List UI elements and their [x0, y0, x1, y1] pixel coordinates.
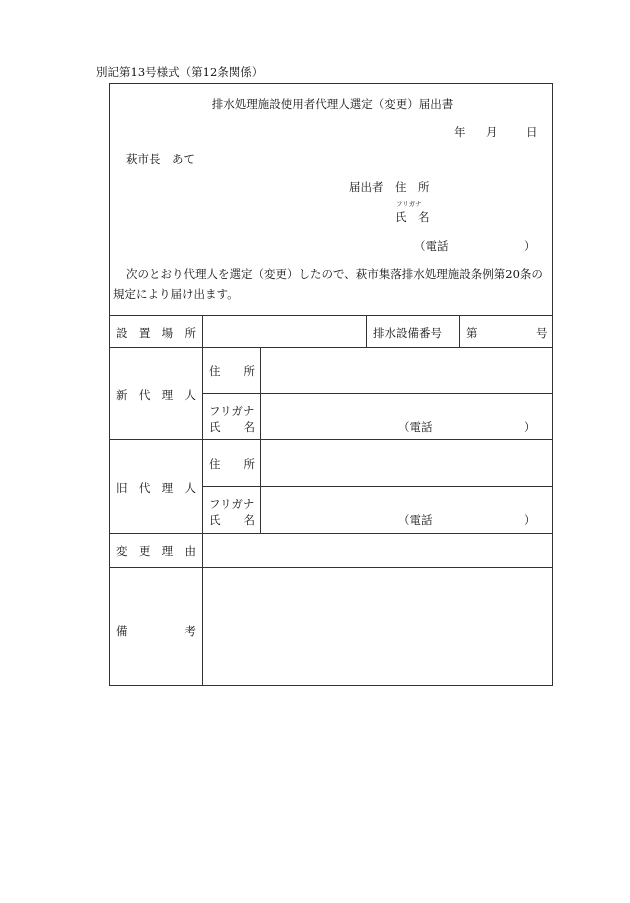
new-agent-furigana-label: フリガナ [209, 404, 255, 418]
label-char: 場 [161, 326, 174, 340]
label-char: 名 [243, 513, 255, 527]
label-char: 名 [243, 420, 255, 434]
label-char: 考 [184, 624, 196, 638]
applicant-address-label: 住 所 [395, 180, 430, 194]
old-agent-label [116, 480, 196, 496]
remarks-label [116, 623, 196, 639]
frame-left [109, 83, 110, 686]
label-char: 所 [243, 364, 255, 378]
label-char: 理 [161, 544, 174, 558]
location-field[interactable] [203, 316, 365, 346]
date-day: 日 [526, 125, 538, 139]
label-char: 置 [138, 326, 151, 340]
applicant-name-label: 氏 名 [395, 210, 430, 224]
frame-top [109, 83, 553, 84]
form-number: 別記第13号様式（第12条関係） [96, 65, 264, 79]
label-char: 人 [184, 481, 196, 495]
label-char: 理 [161, 388, 174, 402]
old-agent-address-label [209, 456, 255, 472]
label-char: 住 [209, 364, 221, 378]
number-prefix: 第 [466, 326, 478, 340]
date-month: 月 [486, 125, 498, 139]
old-agent-name-label [209, 512, 255, 528]
label-char: 所 [243, 457, 255, 471]
label-char: 理 [161, 481, 174, 495]
change-reason-label [116, 543, 196, 559]
label-char: 住 [209, 457, 221, 471]
applicant-phone-close: ） [524, 239, 536, 253]
label-char: 設 [116, 326, 128, 340]
label-char: 氏 [209, 420, 221, 434]
label-char: 氏 [209, 513, 221, 527]
old-agent-phone-open: （電話 [398, 513, 433, 527]
applicant-phone-open: （電話 [414, 239, 449, 253]
applicant-label: 届出者 [349, 180, 384, 194]
applicant-furigana: フリガナ [396, 200, 422, 208]
frame-bottom [109, 685, 553, 686]
statement-line-2: 規定により届け出ます。 [113, 287, 239, 301]
old-agent-furigana-label: フリガナ [209, 497, 255, 511]
row-line [109, 439, 553, 440]
new-agent-name-label [209, 419, 255, 435]
label-char: 変 [116, 544, 128, 558]
location-label [116, 325, 196, 341]
col-line [366, 315, 367, 347]
new-agent-phone-open: （電話 [398, 420, 433, 434]
new-agent-address-label [209, 363, 255, 379]
label-char: 代 [138, 388, 151, 402]
label-char: 人 [184, 388, 196, 402]
label-char: 新 [116, 388, 128, 402]
old-agent-address-field[interactable] [261, 441, 551, 485]
date-year: 年 [454, 125, 466, 139]
statement-line-1: 次のとおり代理人を選定（変更）したので、萩市集落排水処理施設条例第20条の [126, 267, 543, 281]
label-char: 由 [184, 544, 196, 558]
form-title: 排水処理施設使用者代理人選定（変更）届出書 [211, 97, 454, 111]
change-reason-field[interactable] [203, 534, 551, 566]
facility-number-label: 排水設備番号 [373, 326, 442, 340]
label-char: 更 [138, 544, 151, 558]
label-char: 所 [184, 326, 196, 340]
old-agent-phone-close: ） [524, 513, 536, 527]
facility-number-field[interactable] [480, 316, 532, 346]
col-line [459, 315, 460, 347]
label-char: 旧 [116, 481, 128, 495]
remarks-field[interactable] [203, 568, 551, 684]
number-suffix: 号 [536, 326, 548, 340]
new-agent-address-field[interactable] [261, 348, 551, 392]
new-agent-phone-close: ） [524, 420, 536, 434]
frame-right [552, 83, 553, 686]
new-agent-label [116, 387, 196, 403]
addressee: 萩市長 あて [126, 152, 195, 166]
label-char: 備 [116, 624, 128, 638]
label-char: 代 [138, 481, 151, 495]
